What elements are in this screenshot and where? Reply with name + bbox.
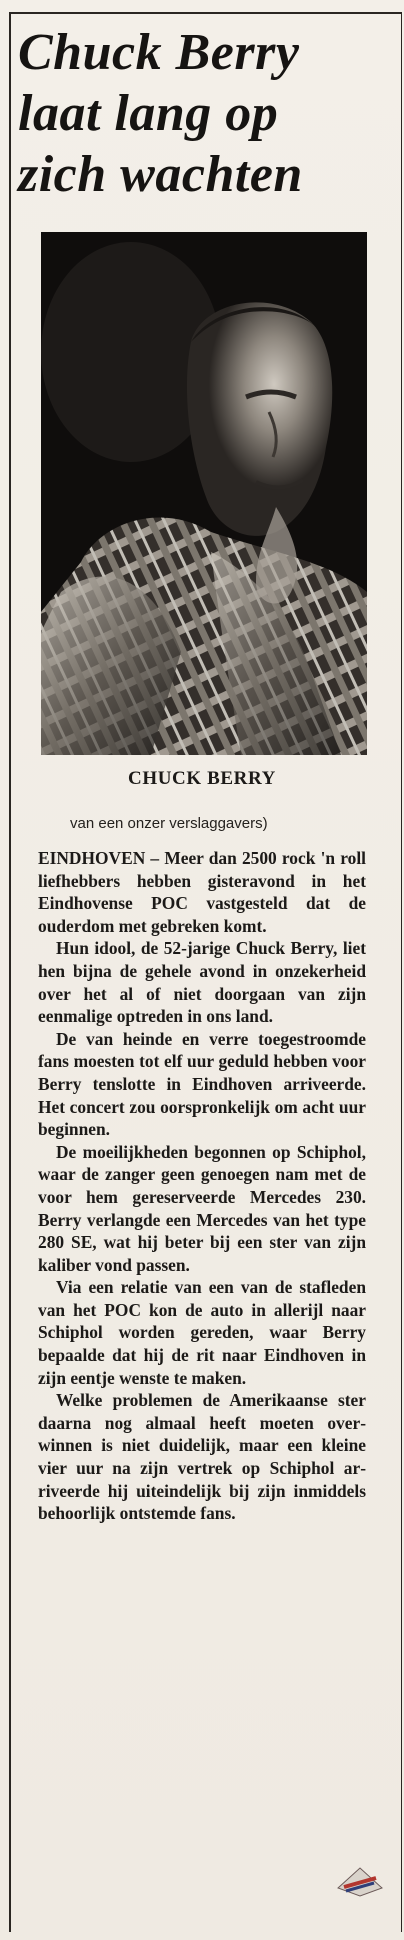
paragraph-3: De van heinde en verre toegestroomde fans moesten tot elf uur geduld hebben voor Berry tenslotte in Eindhoven arriveerde. Het concert zou oorspronkelijk om acht uur beginnen.: [38, 1028, 366, 1140]
headline-line-3: zich wachten: [18, 146, 303, 203]
dateline: EINDHOVEN: [38, 848, 146, 868]
photo-caption: CHUCK BERRY: [128, 768, 276, 789]
portrait-photo: [41, 232, 367, 755]
paragraph-6: Welke problemen de Amerikaanse ster daarna nog almaal heeft moeten overwinnen is niet duidelijk, maar een kleine vier uur na zijn vertrek op Schiphol arriveerde hij uiteindelijk bij zijn inmiddels behoorlijk ontstemde fans.: [38, 1390, 366, 1524]
byline: van een onzer verslaggavers): [70, 815, 268, 832]
paragraph-4: De moeilijkheden begonnen op Schiphol, waar de zanger geen genoegen nam met de voor hem gereserveerde Mercedes 230. Berry verlangde een Mercedes van het type 280 SE, wat hij beter bij een ster van zijn kaliber vond passen.: [38, 1141, 366, 1275]
paragraph-2: Hun idool, de 52-jarige Chuck Berry, liet hen bijna de gehele avond in onzekerheid over het al of niet doorgaan van zijn eenmalige optreden in ons land.: [38, 938, 366, 1027]
headline-line-1: Chuck Berry: [18, 24, 300, 81]
archive-stamp-icon: [330, 1860, 390, 1900]
paragraph-5: Via een relatie van een van de stafleden van het POC kon de auto in allerijl naar Schiphol worden gereden, waar Berry bepaalde dat hij de rit naar Eindhoven in zijn eentje wenste te maken.: [38, 1277, 366, 1388]
paragraph-1-text: Meer dan 2500 rock 'n roll liefhebbers hebben gisteravond in het Eindhovense POC vastgesteld dat de ouderdom met gebreken komt.: [38, 848, 367, 936]
article-body: [38, 847, 366, 1525]
headline-line-2: laat lang op: [18, 85, 279, 142]
headline: [18, 22, 398, 205]
portrait-illustration: [41, 232, 367, 755]
paragraph-1: EINDHOVEN – Meer dan 2500 rock 'n roll liefhebbers hebben gisteravond in het Eindhovense POC vastgesteld dat de ouderdom met gebreken komt.: [38, 848, 367, 936]
